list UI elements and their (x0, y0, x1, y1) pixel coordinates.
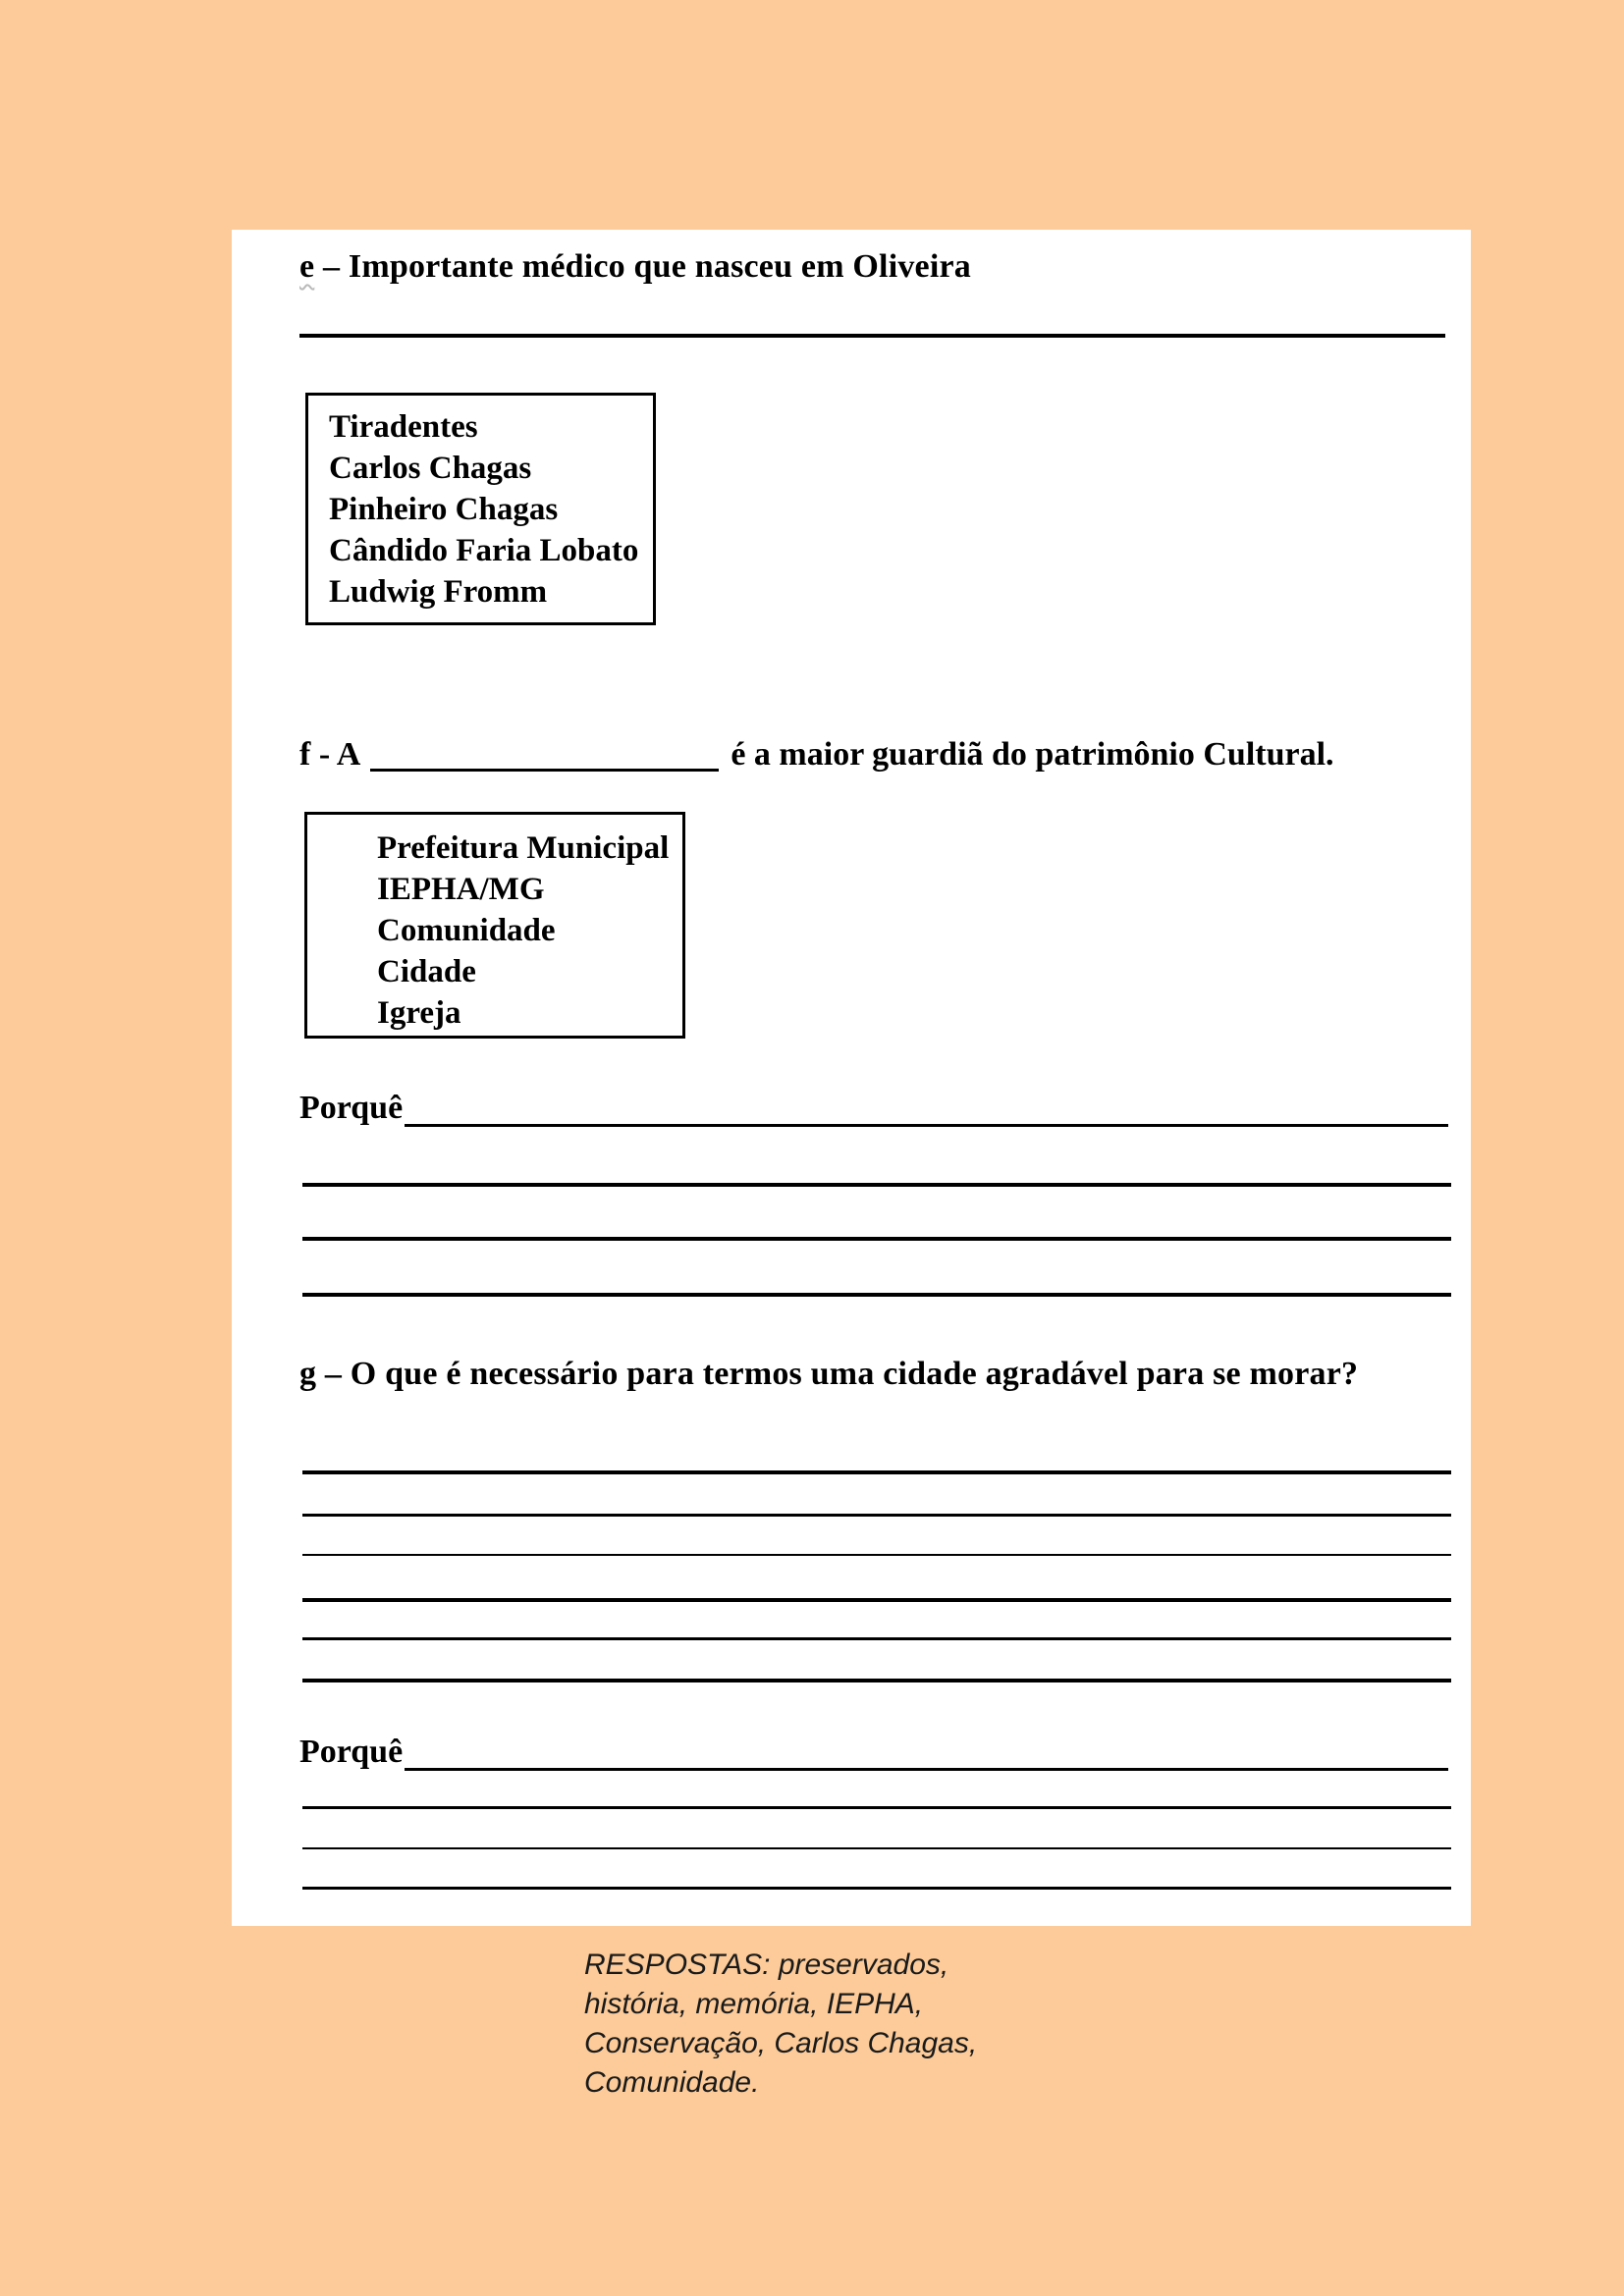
porque-label-g: Porquê (299, 1734, 404, 1770)
question-f-blank (370, 733, 719, 772)
answers-note-line: história, memória, IEPHA, (584, 1988, 924, 2020)
question-f-suffix: é a maior guardiã do patrimônio Cultural. (731, 736, 1334, 773)
porque-blank-g (405, 1738, 1448, 1771)
option-comunidade: Comunidade (377, 913, 556, 948)
question-f-sentence (299, 734, 1334, 774)
option-candido-faria-lobato: Cândido Faria Lobato (329, 533, 639, 568)
question-e-text (299, 247, 971, 287)
option-pinheiro-chagas: Pinheiro Chagas (329, 492, 559, 527)
question-g-text: g – O que é necessário para termos uma cidade agradável para se morar? (299, 1356, 1359, 1392)
option-ludwig-fromm: Ludwig Fromm (329, 574, 548, 610)
answer-line (302, 1847, 1451, 1849)
option-tiradentes: Tiradentes (329, 409, 478, 445)
answer-line (302, 1887, 1451, 1890)
answer-line (302, 1806, 1451, 1809)
option-prefeitura-municipal: Prefeitura Municipal (377, 830, 670, 866)
option-carlos-chagas: Carlos Chagas (329, 451, 532, 486)
question-e-label: – Importante médico que nasceu em Oliveira (323, 248, 971, 285)
answer-line (302, 1237, 1451, 1241)
answer-line (302, 1637, 1451, 1640)
answers-note-line: Conservação, Carlos Chagas, (584, 2027, 978, 2059)
answer-line (302, 1514, 1451, 1517)
option-iepha-mg: IEPHA/MG (377, 872, 545, 907)
option-cidade: Cidade (377, 954, 476, 989)
answers-note-line: Comunidade. (584, 2066, 760, 2099)
worksheet-page (232, 230, 1471, 1926)
answer-line (302, 1598, 1451, 1602)
question-f-prefix: f - A (299, 736, 361, 773)
porque-row-g (299, 1734, 1448, 1771)
porque-label-f: Porquê (299, 1090, 404, 1126)
answer-line (302, 1183, 1451, 1187)
answers-note-line: RESPOSTAS: preservados, (584, 1949, 949, 1981)
options-box-e (305, 393, 656, 625)
answers-note (584, 1946, 977, 2103)
option-igreja: Igreja (377, 995, 461, 1031)
options-box-f (304, 812, 685, 1039)
question-e-marker: e (299, 248, 315, 285)
answer-line (302, 1554, 1451, 1556)
porque-blank-f (405, 1095, 1448, 1127)
porque-row-f (299, 1090, 1448, 1127)
answer-line-e (299, 334, 1445, 338)
answer-line (302, 1293, 1451, 1297)
answer-line (302, 1470, 1451, 1474)
answer-line (302, 1679, 1451, 1682)
